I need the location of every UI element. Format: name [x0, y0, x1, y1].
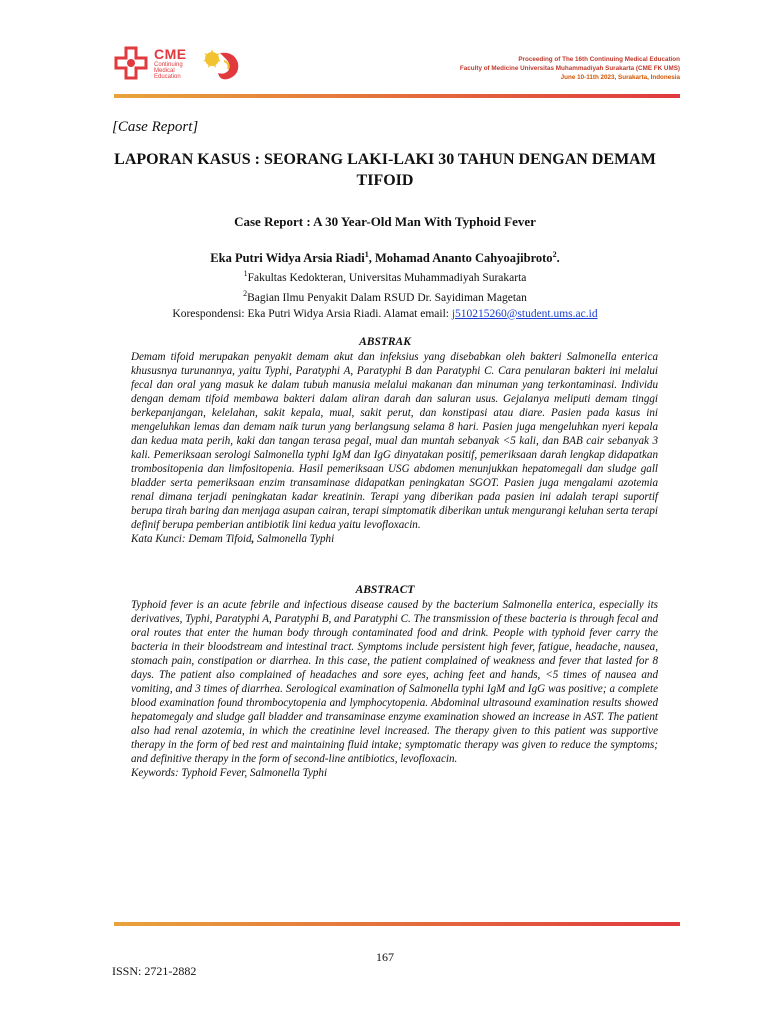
author-list	[112, 250, 658, 266]
abstract-body	[131, 598, 658, 780]
page-number: 167	[376, 950, 394, 964]
page-header	[0, 0, 768, 102]
abstrak-body	[131, 350, 658, 546]
author-end: .	[556, 251, 560, 266]
issn-label: ISSN: 2721-2882	[112, 964, 197, 978]
logo-subtext: Continuing Medical Education	[154, 62, 183, 80]
article-title: LAPORAN KASUS : SEORANG LAKI-LAKI 30 TAHUN DENGAN DEMAM TIFOID	[114, 151, 656, 189]
affiliation-2: $^2$Bagian Ilmu Penyakit Dalam RSUD Dr. Sayidiman Magetan	[243, 288, 527, 304]
proceeding-faculty: Faculty of Medicine Universitas Muhammadiyah Surakarta (CME FK UMS)	[459, 65, 680, 72]
author-name: Eka Putri Widya Arsia Riadi	[210, 251, 365, 266]
cme-logo	[112, 44, 247, 88]
abstract-text: Typhoid fever is an acute febrile and infectious disease caused by the bacterium Salmonella enterica, especially its derivatives, Typhi, Paratyphi A, Paratyphi B, and Paratyphi C. The transmission of these bacteria is through fecal and oral routes that enter the human body through contaminated food and drink. People with typhoid fever carry the bacteria in their bloodstream and intestinal tract. Symptoms include persistent high fever, fatigue, headache, nausea, stomach pain, constipation or diarrhea. In this case, the patient complained of weakness and fever that lasted for 8 days. The patient also complained of headaches and sore eyes, aching feet and hands, <5 times of nausea and vomiting, and 3 times of diarrhea. Serological examination of Salmonella typhi IgM and IgG was positive; a complete blood examination found thrombocytopenia and lymphocytopenia. Abdominal ultrasound examination results showed hepatomegaly and sludge gall bladder and transaminase enzyme examination showed an increase in AST. The patient also had renal azotemia, in which the creatinine level increased. The therapy given to this patient was supportive therapy in the form of bed rest and maintaining fluid intake; symptomatic therapy was given to reduce the symptoms; and definitive therapy in the form of second-line antibiotics, levofloxacin.	[131, 599, 658, 765]
abstract-keywords: Keywords: Typhoid Fever, Salmonella Typhi	[131, 767, 328, 779]
affiliation-1: $^1$Fakultas Kedokteran, Universitas Muhammadiyah Surakarta	[243, 269, 527, 284]
ums-emblem-icon	[202, 47, 242, 83]
header-divider	[114, 94, 680, 98]
email-link[interactable]: j510215260@student.ums.ac.id	[451, 307, 598, 320]
logo-text: CME	[154, 46, 187, 62]
proceeding-date: June 10-11th 2023, Surakarta, Indonesia	[560, 74, 680, 81]
author-affil-sup: 2	[552, 250, 557, 259]
author-separator: ,	[368, 251, 375, 266]
abstrak-text: Demam tifoid merupakan penyakit demam akut dan infeksius yang disebabkan oleh bakteri Salmonella enterica khususnya turunannya, yaitu Typhi, Paratyphi A, Paratyphi B dan Paratyphi C. Cara penularan bakteri ini melalui fecal dan oral yang masuk ke dalam tubuh manusia melalui makanan dan minuman yang terkontaminasi. Individu dengan demam tifoid membawa bakteri dalam aliran darah dan saluran usus. Gejalanya meliputi demam tinggi berkepanjangan, kelelahan, sakit kepala, mual, sakit perut, dan konstipasi atau diare. Pasien pada kasus ini mengeluhkan lemas dan demam naik turun yang berlangsung selama 8 hari. Pasien juga mengeluhkan nyeri kepala dan kedua mata perih, kaki dan tangan terasa pegal, mual dan muntah sebanyak <5 kali, dan BAB cair sebanyak 3 kali. Pemeriksaan serologi Salmonella typhi IgM dan IgG dinyatakan positif, pemeriksaan darah lengkap didapatkan trombositopenia dan limfositopenia. Hasil pemeriksaan USG abdomen menunjukkan hepatomegali dan sludge gall bladder serta pemeriksaan enzim transaminase didapatkan peningkatan SGOT. Pasien juga mengalami azotemia renal dimana terjadi peningkatan kadar kreatinin. Terapi yang diberikan pada pasien ini adalah terapi suportif berupa tirah baring dan menjaga asupan cairan, terapi simptomatik diberikan untuk mengurangi keluhan serta terapi definif berupa pemberian antibiotik lini kedua yaitu levofloxacin.	[131, 351, 658, 531]
abstract-heading: ABSTRACT	[355, 584, 415, 596]
abstrak-keywords: Kata Kunci: Demam Tifoid, Salmonella Typhi	[131, 533, 335, 545]
case-report-tag: [Case Report]	[112, 119, 199, 135]
footer-divider	[114, 922, 680, 926]
author-name: Mohamad Ananto Cahyoajibroto	[374, 251, 553, 266]
proceeding-title: Proceeding of The 16th Continuing Medical Education	[518, 56, 680, 63]
abstrak-heading: ABSTRAK	[359, 336, 411, 348]
affiliations	[112, 266, 658, 322]
proceeding-info	[460, 55, 680, 82]
author-affil-sup: 1	[364, 250, 369, 259]
article-subtitle: Case Report : A 30 Year-Old Man With Typhoid Fever	[234, 214, 536, 229]
correspondence: Korespondensi: Eka Putri Widya Arsia Riadi. Alamat email: j510215260@student.ums.ac.id	[172, 307, 598, 320]
cme-cross-icon	[112, 44, 152, 84]
